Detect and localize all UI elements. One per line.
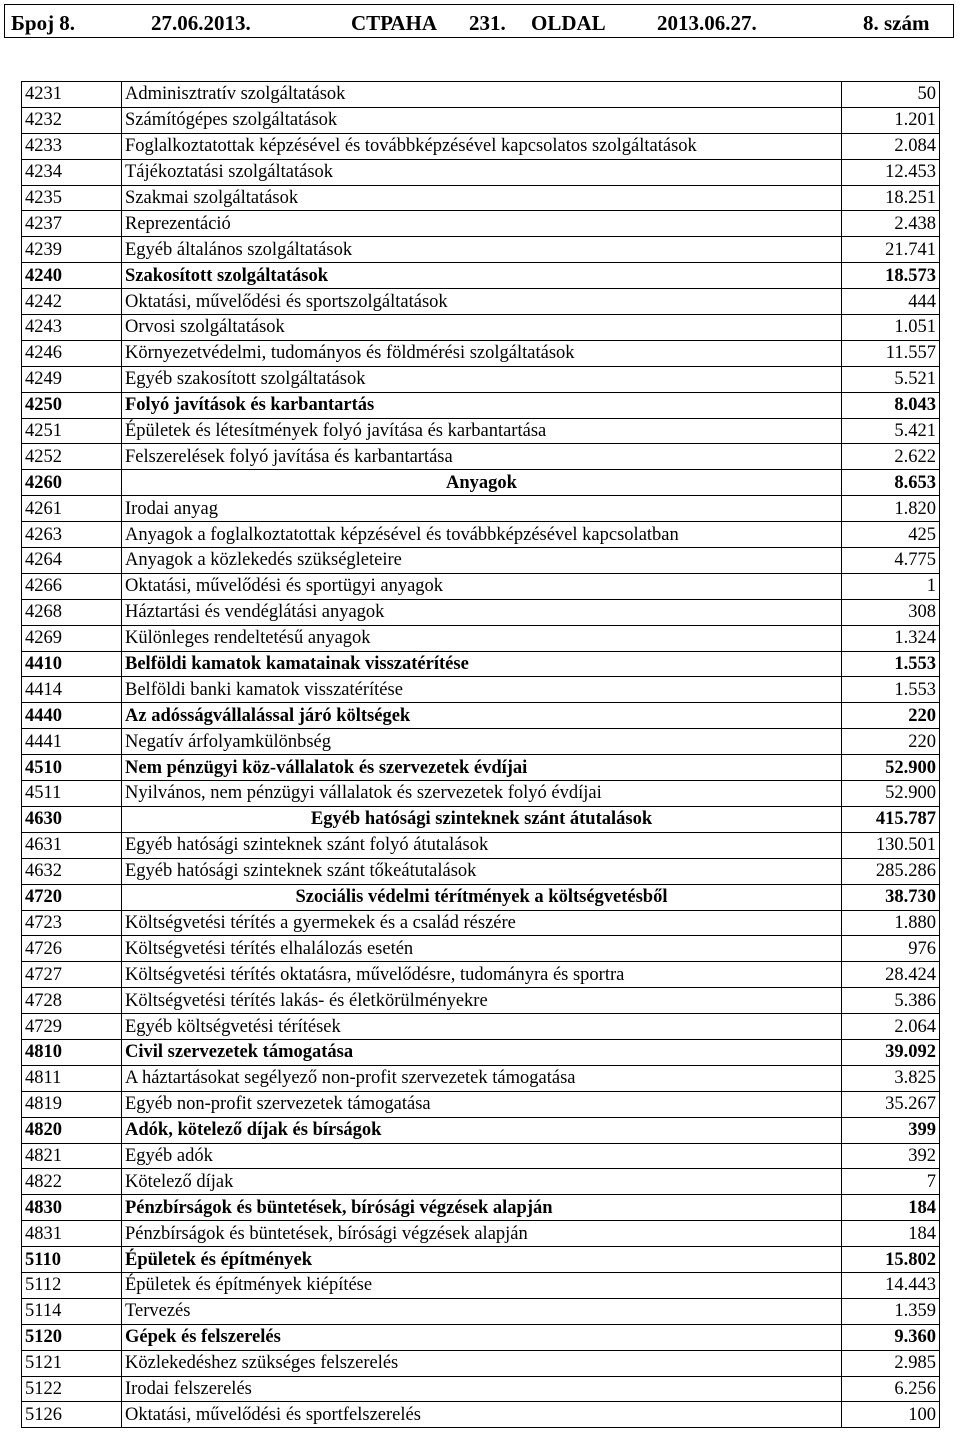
- account-amount: 14.443: [842, 1272, 940, 1298]
- account-amount: 1: [842, 573, 940, 599]
- table-row: [22, 1221, 940, 1247]
- account-name: Kötelező díjak: [122, 1169, 842, 1195]
- account-amount: 4.775: [842, 548, 940, 574]
- account-name: Egyéb adók: [122, 1143, 842, 1169]
- page-label-sr: СТРАНА: [351, 11, 437, 35]
- account-name: Adók, kötelező díjak és bírságok: [122, 1117, 842, 1143]
- account-amount: 1.201: [842, 107, 940, 133]
- account-code: 4726: [22, 936, 122, 962]
- account-code: 4811: [22, 1065, 122, 1091]
- account-code: 4632: [22, 858, 122, 884]
- account-name: Egyéb költségvetési térítések: [122, 1014, 842, 1040]
- account-amount: 1.820: [842, 496, 940, 522]
- account-name: Épületek és építmények: [122, 1247, 842, 1273]
- account-amount: 28.424: [842, 962, 940, 988]
- table-row: [22, 107, 940, 133]
- account-amount: 392: [842, 1143, 940, 1169]
- table-row: [22, 237, 940, 263]
- table-row: [22, 185, 940, 211]
- account-code: 5114: [22, 1298, 122, 1324]
- table-row: [22, 599, 940, 625]
- issue-number-hu: 8. szám: [863, 11, 930, 35]
- table-row: [22, 1195, 940, 1221]
- table-row: [22, 548, 940, 574]
- account-name: Egyéb hatósági szinteknek szánt folyó átutalások: [122, 832, 842, 858]
- account-code: 4511: [22, 781, 122, 807]
- account-amount: 1.324: [842, 625, 940, 651]
- account-code: 4250: [22, 392, 122, 418]
- account-code: 5122: [22, 1376, 122, 1402]
- page-number: 231.: [469, 11, 506, 35]
- account-amount: 1.051: [842, 315, 940, 341]
- account-amount: 52.900: [842, 755, 940, 781]
- table-row: [22, 315, 940, 341]
- account-amount: 220: [842, 729, 940, 755]
- account-code: 4441: [22, 729, 122, 755]
- account-amount: 15.802: [842, 1247, 940, 1273]
- account-code: 4410: [22, 651, 122, 677]
- table-row: [22, 418, 940, 444]
- account-amount: 5.386: [842, 988, 940, 1014]
- account-amount: 100: [842, 1402, 940, 1428]
- account-code: 4246: [22, 340, 122, 366]
- table-row: [22, 884, 940, 910]
- table-row: [22, 1272, 940, 1298]
- table-row: [22, 910, 940, 936]
- account-code: 4720: [22, 884, 122, 910]
- account-code: 5121: [22, 1350, 122, 1376]
- account-code: 4831: [22, 1221, 122, 1247]
- account-code: 4260: [22, 470, 122, 496]
- account-name: Egyéb általános szolgáltatások: [122, 237, 842, 263]
- account-code: 4264: [22, 548, 122, 574]
- account-code: 4239: [22, 237, 122, 263]
- account-code: 4729: [22, 1014, 122, 1040]
- account-code: 4235: [22, 185, 122, 211]
- table-row: [22, 1324, 940, 1350]
- account-name: Különleges rendeltetésű anyagok: [122, 625, 842, 651]
- account-name: Épületek és építmények kiépítése: [122, 1272, 842, 1298]
- account-amount: 8.043: [842, 392, 940, 418]
- account-amount: 1.880: [842, 910, 940, 936]
- table-row: [22, 1376, 940, 1402]
- account-amount: 12.453: [842, 159, 940, 185]
- account-amount: 1.359: [842, 1298, 940, 1324]
- table-row: [22, 263, 940, 289]
- account-code: 4242: [22, 289, 122, 315]
- table-row: [22, 806, 940, 832]
- account-name: Közlekedéshez szükséges felszerelés: [122, 1350, 842, 1376]
- table-row: [22, 392, 940, 418]
- table-row: [22, 755, 940, 781]
- table-row: [22, 1091, 940, 1117]
- account-amount: 35.267: [842, 1091, 940, 1117]
- account-code: 4252: [22, 444, 122, 470]
- table-row: [22, 1169, 940, 1195]
- account-code: 4234: [22, 159, 122, 185]
- table-row: [22, 1402, 940, 1428]
- account-name: Szakosított szolgáltatások: [122, 263, 842, 289]
- table-row: [22, 133, 940, 159]
- table-row: [22, 1039, 940, 1065]
- account-name: Anyagok: [122, 470, 842, 496]
- account-code: 4243: [22, 315, 122, 341]
- account-amount: 50: [842, 82, 940, 108]
- account-name: Szakmai szolgáltatások: [122, 185, 842, 211]
- table-row: [22, 858, 940, 884]
- account-amount: 444: [842, 289, 940, 315]
- account-amount: 2.622: [842, 444, 940, 470]
- account-amount: 38.730: [842, 884, 940, 910]
- table-row: [22, 496, 940, 522]
- account-code: 4822: [22, 1169, 122, 1195]
- page-label-hu: OLDAL: [531, 11, 606, 35]
- account-amount: 6.256: [842, 1376, 940, 1402]
- account-name: Oktatási, művelődési és sportügyi anyagok: [122, 573, 842, 599]
- account-name: A háztartásokat segélyező non-profit szervezetek támogatása: [122, 1065, 842, 1091]
- account-name: Környezetvédelmi, tudományos és földmérési szolgáltatások: [122, 340, 842, 366]
- table-row: [22, 1247, 940, 1273]
- account-amount: 308: [842, 599, 940, 625]
- account-name: Egyéb szakosított szolgáltatások: [122, 366, 842, 392]
- table-row: [22, 832, 940, 858]
- account-name: Adminisztratív szolgáltatások: [122, 82, 842, 108]
- account-amount: 52.900: [842, 781, 940, 807]
- account-name: Irodai felszerelés: [122, 1376, 842, 1402]
- account-amount: 184: [842, 1221, 940, 1247]
- account-code: 4810: [22, 1039, 122, 1065]
- account-code: 4510: [22, 755, 122, 781]
- account-amount: 184: [842, 1195, 940, 1221]
- table-row: [22, 82, 940, 108]
- account-name: Egyéb non-profit szervezetek támogatása: [122, 1091, 842, 1117]
- account-amount: 2.084: [842, 133, 940, 159]
- table-row: [22, 651, 940, 677]
- table-row: [22, 729, 940, 755]
- account-name: Pénzbírságok és büntetések, bírósági végzések alapján: [122, 1221, 842, 1247]
- account-amount: 39.092: [842, 1039, 940, 1065]
- account-name: Folyó javítások és karbantartás: [122, 392, 842, 418]
- account-amount: 21.741: [842, 237, 940, 263]
- table-row: [22, 444, 940, 470]
- account-name: Költségvetési térítés lakás- és életkörülményekre: [122, 988, 842, 1014]
- account-name: Tájékoztatási szolgáltatások: [122, 159, 842, 185]
- account-name: Tervezés: [122, 1298, 842, 1324]
- account-name: Épületek és létesítmények folyó javítása és karbantartása: [122, 418, 842, 444]
- account-code: 4728: [22, 988, 122, 1014]
- account-amount: 8.653: [842, 470, 940, 496]
- issue-number-sr: Број 8.: [11, 11, 76, 35]
- account-amount: 2.985: [842, 1350, 940, 1376]
- budget-table: [21, 81, 940, 1428]
- account-amount: 220: [842, 703, 940, 729]
- account-code: 4249: [22, 366, 122, 392]
- account-amount: 399: [842, 1117, 940, 1143]
- account-code: 4231: [22, 82, 122, 108]
- account-amount: 7: [842, 1169, 940, 1195]
- account-amount: 2.064: [842, 1014, 940, 1040]
- table-row: [22, 340, 940, 366]
- table-row: [22, 289, 940, 315]
- table-row: [22, 936, 940, 962]
- account-amount: 1.553: [842, 651, 940, 677]
- account-amount: 130.501: [842, 832, 940, 858]
- account-amount: 5.521: [842, 366, 940, 392]
- account-code: 5126: [22, 1402, 122, 1428]
- account-amount: 5.421: [842, 418, 940, 444]
- account-code: 4414: [22, 677, 122, 703]
- account-name: Irodai anyag: [122, 496, 842, 522]
- table-row: [22, 988, 940, 1014]
- account-amount: 976: [842, 936, 940, 962]
- account-code: 4830: [22, 1195, 122, 1221]
- account-name: Az adósságvállalással járó költségek: [122, 703, 842, 729]
- account-name: Anyagok a foglalkoztatottak képzésével és továbbképzésével kapcsolatban: [122, 522, 842, 548]
- table-row: [22, 781, 940, 807]
- account-name: Költségvetési térítés a gyermekek és a család részére: [122, 910, 842, 936]
- table-row: [22, 470, 940, 496]
- account-name: Szociális védelmi térítmények a költségvetésből: [122, 884, 842, 910]
- account-amount: 18.251: [842, 185, 940, 211]
- account-name: Orvosi szolgáltatások: [122, 315, 842, 341]
- table-row: [22, 625, 940, 651]
- table-row: [22, 1298, 940, 1324]
- account-amount: 425: [842, 522, 940, 548]
- account-code: 4268: [22, 599, 122, 625]
- account-code: 4269: [22, 625, 122, 651]
- date-sr: 27.06.2013.: [151, 11, 251, 35]
- budget-table-body: [22, 82, 940, 1428]
- account-code: 4727: [22, 962, 122, 988]
- page-header: [4, 4, 954, 38]
- account-code: 4263: [22, 522, 122, 548]
- account-code: 5110: [22, 1247, 122, 1273]
- account-code: 4237: [22, 211, 122, 237]
- account-amount: 18.573: [842, 263, 940, 289]
- account-name: Belföldi kamatok kamatainak visszatérítése: [122, 651, 842, 677]
- account-name: Foglalkoztatottak képzésével és továbbképzésével kapcsolatos szolgáltatások: [122, 133, 842, 159]
- account-code: 4820: [22, 1117, 122, 1143]
- account-name: Számítógépes szolgáltatások: [122, 107, 842, 133]
- table-row: [22, 677, 940, 703]
- account-amount: 285.286: [842, 858, 940, 884]
- account-code: 4251: [22, 418, 122, 444]
- account-name: Egyéb hatósági szinteknek szánt tőkeátutalások: [122, 858, 842, 884]
- account-name: Háztartási és vendéglátási anyagok: [122, 599, 842, 625]
- account-code: 4631: [22, 832, 122, 858]
- account-code: 4723: [22, 910, 122, 936]
- table-row: [22, 1143, 940, 1169]
- table-row: [22, 1065, 940, 1091]
- account-code: 4240: [22, 263, 122, 289]
- table-row: [22, 159, 940, 185]
- account-name: Nyilvános, nem pénzügyi vállalatok és szervezetek folyó évdíjai: [122, 781, 842, 807]
- account-name: Költségvetési térítés elhalálozás esetén: [122, 936, 842, 962]
- table-row: [22, 1014, 940, 1040]
- account-amount: 3.825: [842, 1065, 940, 1091]
- table-row: [22, 573, 940, 599]
- account-amount: 11.557: [842, 340, 940, 366]
- table-row: [22, 211, 940, 237]
- account-name: Költségvetési térítés oktatásra, művelődésre, tudományra és sportra: [122, 962, 842, 988]
- account-name: Reprezentáció: [122, 211, 842, 237]
- table-row: [22, 1350, 940, 1376]
- account-code: 4630: [22, 806, 122, 832]
- table-row: [22, 703, 940, 729]
- account-name: Anyagok a közlekedés szükségleteire: [122, 548, 842, 574]
- account-name: Egyéb hatósági szinteknek szánt átutalások: [122, 806, 842, 832]
- account-name: Civil szervezetek támogatása: [122, 1039, 842, 1065]
- account-name: Negatív árfolyamkülönbség: [122, 729, 842, 755]
- table-row: [22, 522, 940, 548]
- account-name: Felszerelések folyó javítása és karbantartása: [122, 444, 842, 470]
- account-code: 4266: [22, 573, 122, 599]
- account-code: 4261: [22, 496, 122, 522]
- account-amount: 1.553: [842, 677, 940, 703]
- account-code: 4821: [22, 1143, 122, 1169]
- account-name: Gépek és felszerelés: [122, 1324, 842, 1350]
- account-amount: 2.438: [842, 211, 940, 237]
- account-name: Oktatási, művelődési és sportfelszerelés: [122, 1402, 842, 1428]
- account-code: 5112: [22, 1272, 122, 1298]
- account-name: Oktatási, művelődési és sportszolgáltatások: [122, 289, 842, 315]
- table-row: [22, 1117, 940, 1143]
- account-code: 4819: [22, 1091, 122, 1117]
- account-name: Nem pénzügyi köz-vállalatok és szervezetek évdíjai: [122, 755, 842, 781]
- account-amount: 415.787: [842, 806, 940, 832]
- account-code: 4232: [22, 107, 122, 133]
- account-code: 5120: [22, 1324, 122, 1350]
- account-code: 4440: [22, 703, 122, 729]
- account-name: Belföldi banki kamatok visszatérítése: [122, 677, 842, 703]
- account-amount: 9.360: [842, 1324, 940, 1350]
- account-code: 4233: [22, 133, 122, 159]
- account-name: Pénzbírságok és büntetések, bírósági végzések alapján: [122, 1195, 842, 1221]
- table-row: [22, 366, 940, 392]
- date-hu: 2013.06.27.: [657, 11, 757, 35]
- table-row: [22, 962, 940, 988]
